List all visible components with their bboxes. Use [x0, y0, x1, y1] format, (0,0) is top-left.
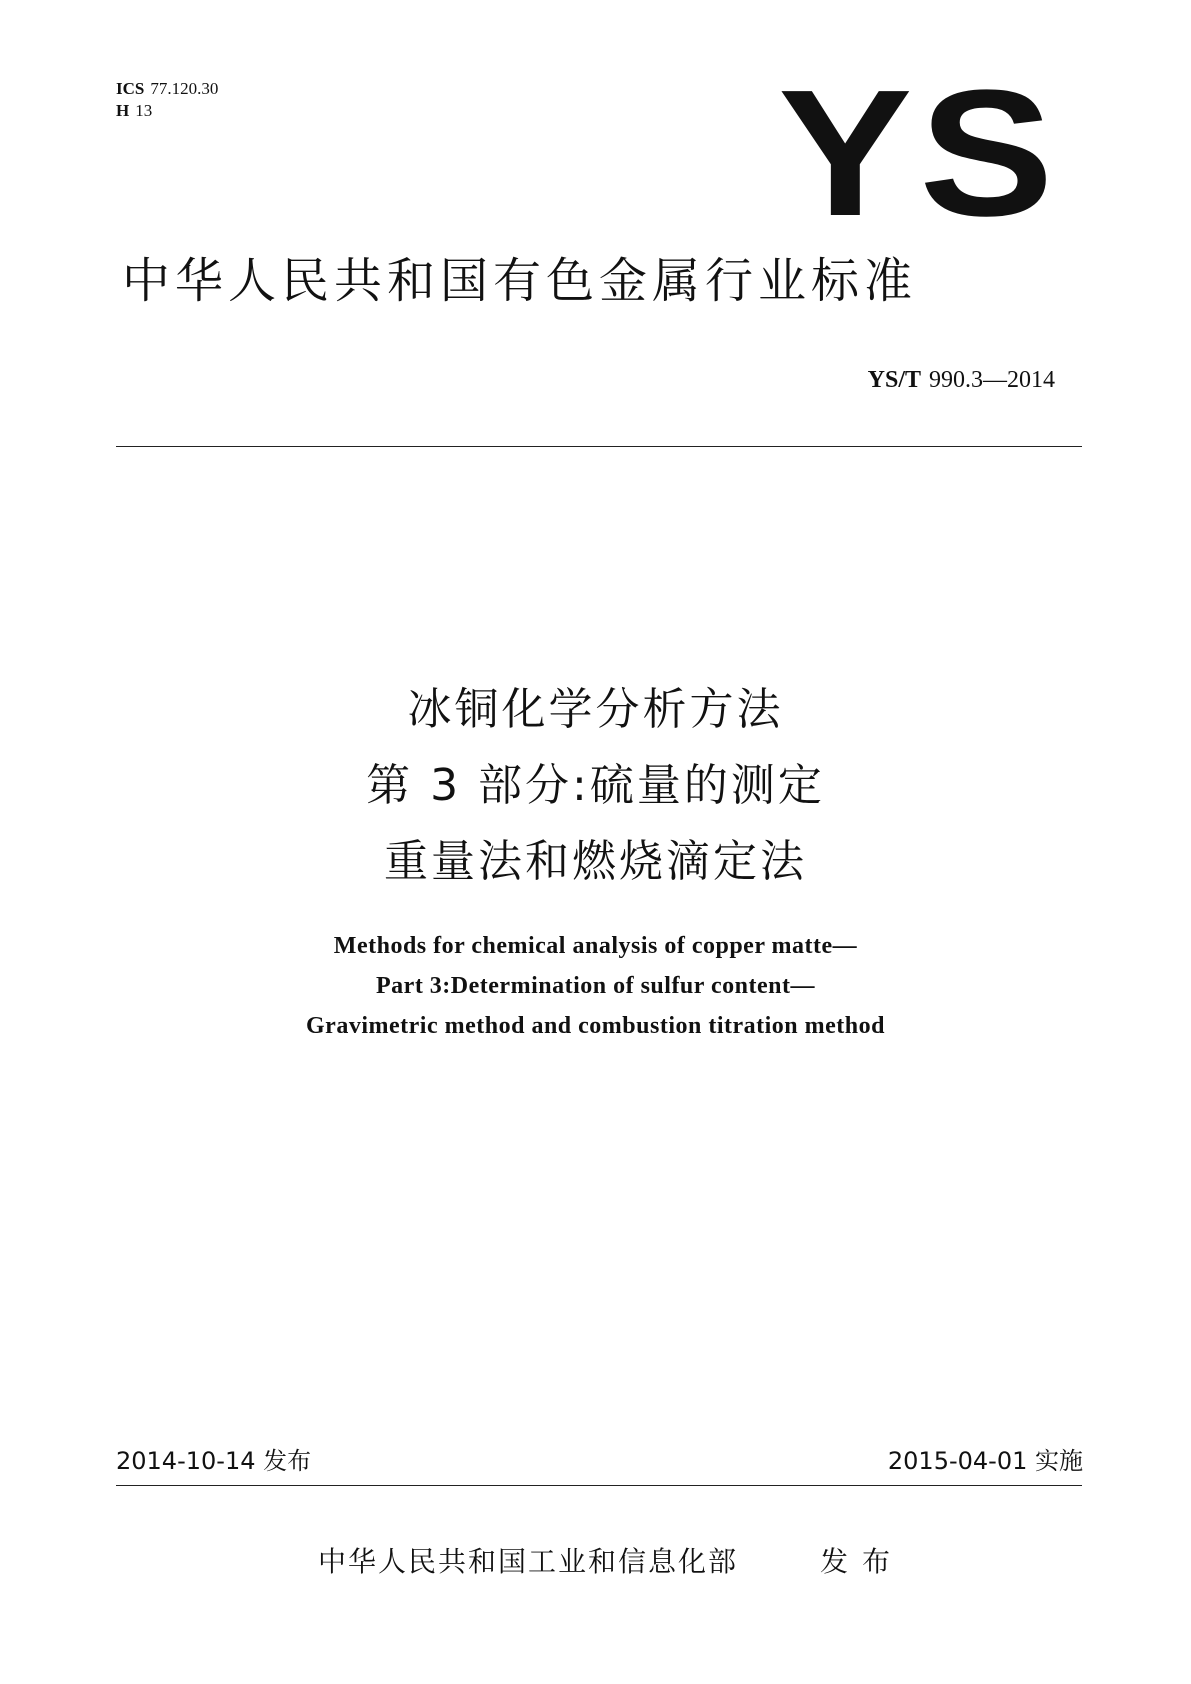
classification-codes — [116, 78, 218, 122]
issuing-authority: 中华人民共和国工业和信息化部 — [318, 1545, 739, 1578]
implementation-date: 2015-04-01 实施 — [887, 1447, 1083, 1475]
issue-date: 2014-10-14 发布 — [116, 1447, 312, 1475]
ics-row — [116, 78, 218, 100]
chinese-title-line-2: 第 3 部分:硫量的测定 — [366, 760, 825, 811]
english-title — [0, 926, 1191, 1046]
ccs-value: 13 — [135, 101, 153, 120]
ccs-row — [116, 100, 218, 122]
ics-label: ICS — [116, 79, 145, 98]
issue-action: 发布 — [820, 1545, 905, 1578]
industry-standard-title: 中华人民共和国有色金属行业标准 — [122, 253, 918, 309]
chinese-title — [0, 672, 1191, 900]
english-title-line-1: Methods for chemical analysis of copper matte— — [333, 933, 858, 959]
ys-logo: YS — [778, 53, 1061, 254]
chinese-title-line-1: 冰铜化学分析方法 — [407, 684, 784, 735]
standard-number — [868, 366, 1055, 394]
chinese-title-line-3: 重量法和燃烧滴定法 — [384, 836, 807, 887]
standard-number-prefix: YS/T — [867, 367, 921, 393]
footer-divider — [116, 1485, 1082, 1486]
header-divider — [116, 446, 1082, 447]
ics-value: 77.120.30 — [150, 79, 219, 98]
ccs-label: H — [116, 101, 130, 120]
standard-number-code: 990.3—2014 — [929, 367, 1055, 393]
english-title-line-3: Gravimetric method and combustion titration method — [306, 1013, 885, 1039]
english-title-line-2: Part 3:Determination of sulfur content— — [376, 973, 815, 999]
